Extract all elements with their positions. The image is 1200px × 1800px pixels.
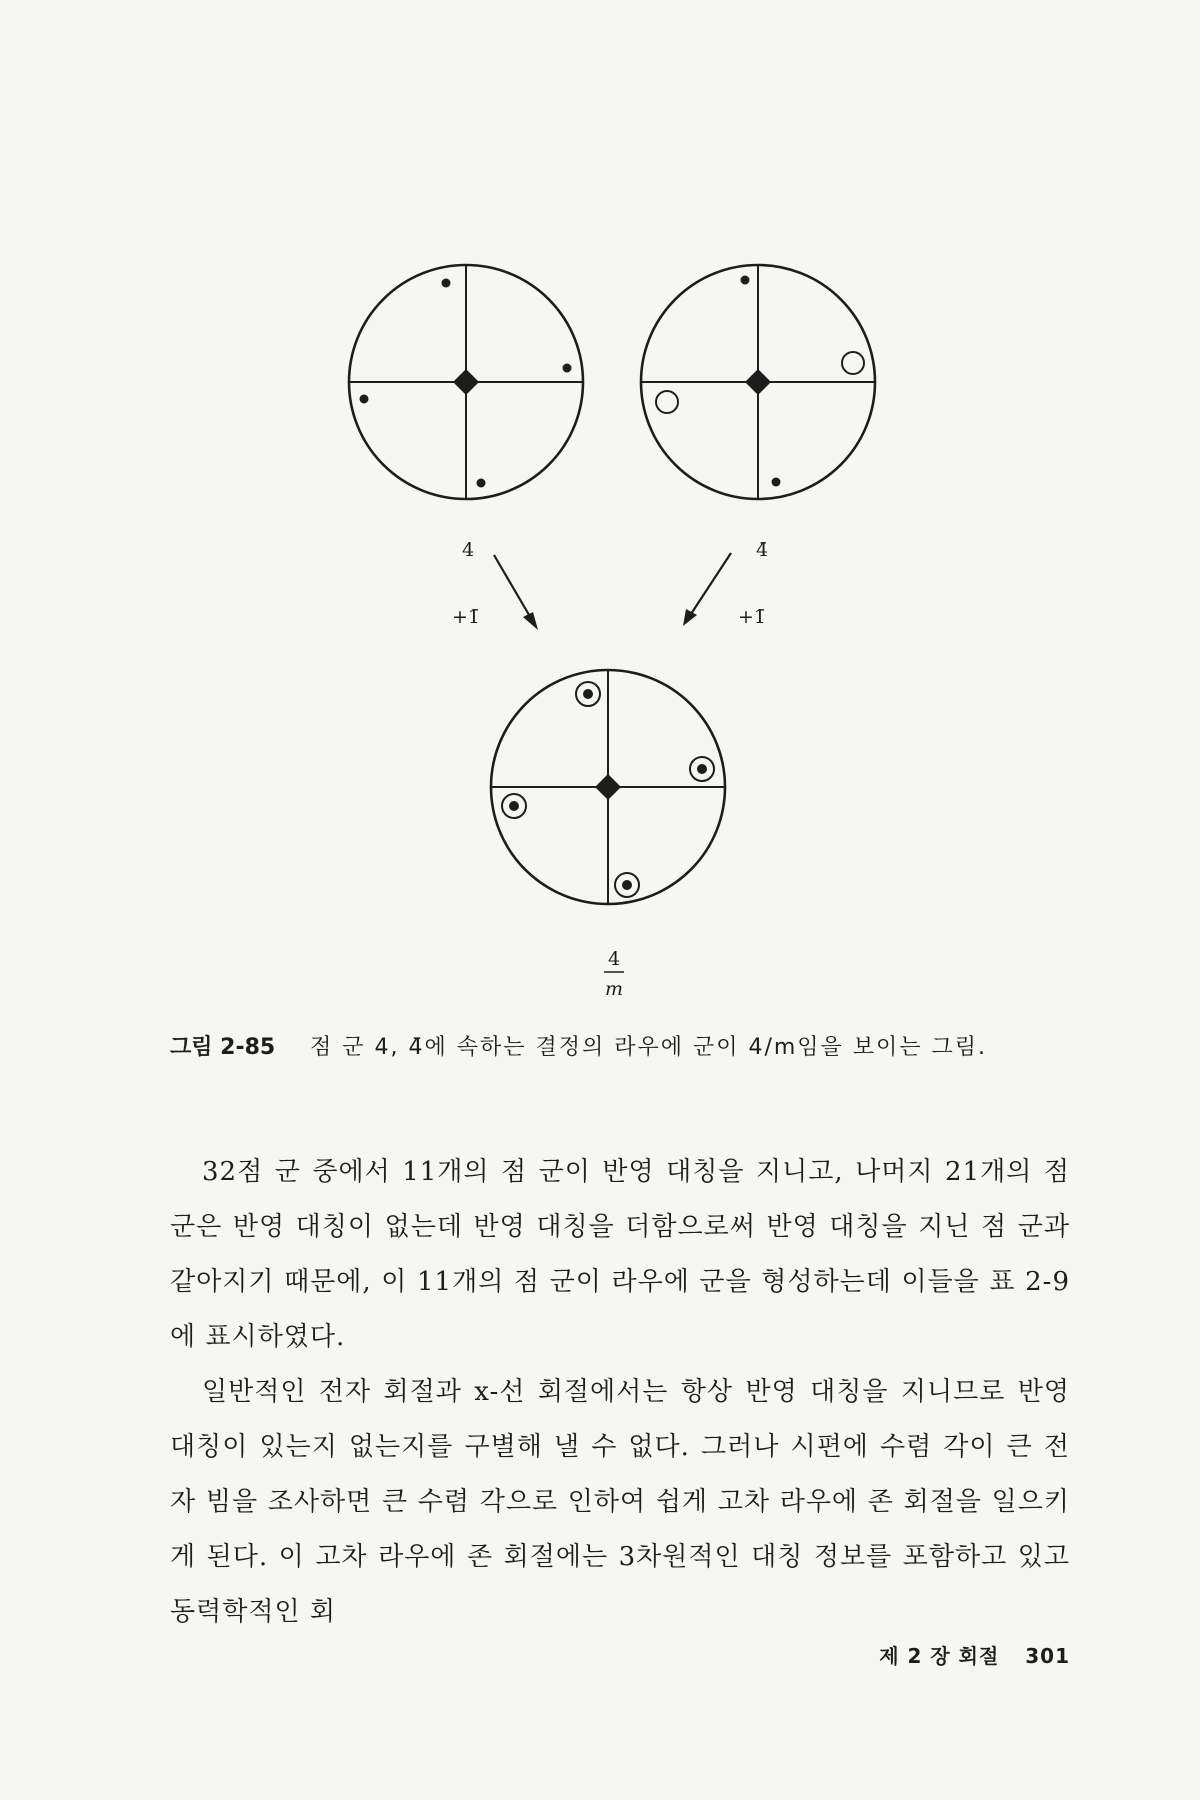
page-number: 301 <box>1025 1644 1070 1668</box>
pole-dot <box>360 395 369 404</box>
pole-dot <box>741 276 750 285</box>
arrow-right-head <box>683 609 697 626</box>
chapter-title: 제 2 장 회절 <box>879 1644 1000 1668</box>
pole-dot-in-circle <box>502 794 526 818</box>
stereogram-laue-group-4-over-m <box>491 670 725 904</box>
stereogram-point-group-4-bar <box>641 265 875 499</box>
paragraph: 32점 군 중에서 11개의 점 군이 반영 대칭을 지니고, 나머지 21개의 점 군은 반영 대칭이 없는데 반영 대칭을 더함으로써 반영 대칭을 지닌 점 군과 같아지기 때문에, 이 11개의 점 군이 라우에 군을 형성하는데 이들을 표 2-9에 표시하였다. <box>170 1157 1070 1352</box>
label-4: 4 <box>461 539 475 561</box>
stereogram-point-group-4 <box>349 265 583 499</box>
fourfold-axis-symbol <box>453 369 479 395</box>
pole-open-circle <box>656 391 678 413</box>
pole-dot <box>477 479 486 488</box>
pole-dot <box>563 364 572 373</box>
arrow-left-head <box>523 612 538 630</box>
arrow-left-shaft <box>494 555 532 620</box>
result-denominator: m <box>604 978 624 1000</box>
pole-dot-in-circle <box>615 873 639 897</box>
fourfold-inversion-axis-symbol <box>745 369 771 395</box>
body-text <box>170 1145 1070 1640</box>
running-footer <box>840 1640 1070 1669</box>
fourfold-axis-mirror-symbol <box>595 774 621 800</box>
arrow-right-shaft <box>689 553 731 617</box>
pole-dot-in-circle <box>576 682 600 706</box>
paragraph: 일반적인 전자 회절과 x-선 회절에서는 항상 반영 대칭을 지니므로 반영 대칭이 있는지 없는지를 구별해 낼 수 없다. 그러나 시편에 수렴 각이 큰 전자 빔을 조사하면 큰 수렴 각으로 인하여 쉽게 고차 라우에 존 회절을 일으키게 된다. 이 고차 라우에 존 회절에는 3차원적인 대칭 정보를 포함하고 있고 동력학적인 회 <box>170 1377 1070 1627</box>
label-4-bar: 4̄ <box>755 539 769 561</box>
figure-caption <box>170 1030 1070 1066</box>
pole-open-circle <box>842 352 864 374</box>
caption-text: 점 군 4, 4̄에 속하는 결정의 라우에 군이 4/m임을 보이는 그림. <box>310 1035 988 1060</box>
caption-number: 그림 2-85 <box>170 1035 276 1060</box>
result-numerator: 4 <box>607 948 621 970</box>
label-plus-inversion-right: +1̄ <box>737 606 767 628</box>
pole-dot <box>772 478 781 487</box>
label-plus-inversion-left: +1̄ <box>451 606 481 628</box>
pole-dot-in-circle <box>690 757 714 781</box>
pole-dot <box>442 279 451 288</box>
